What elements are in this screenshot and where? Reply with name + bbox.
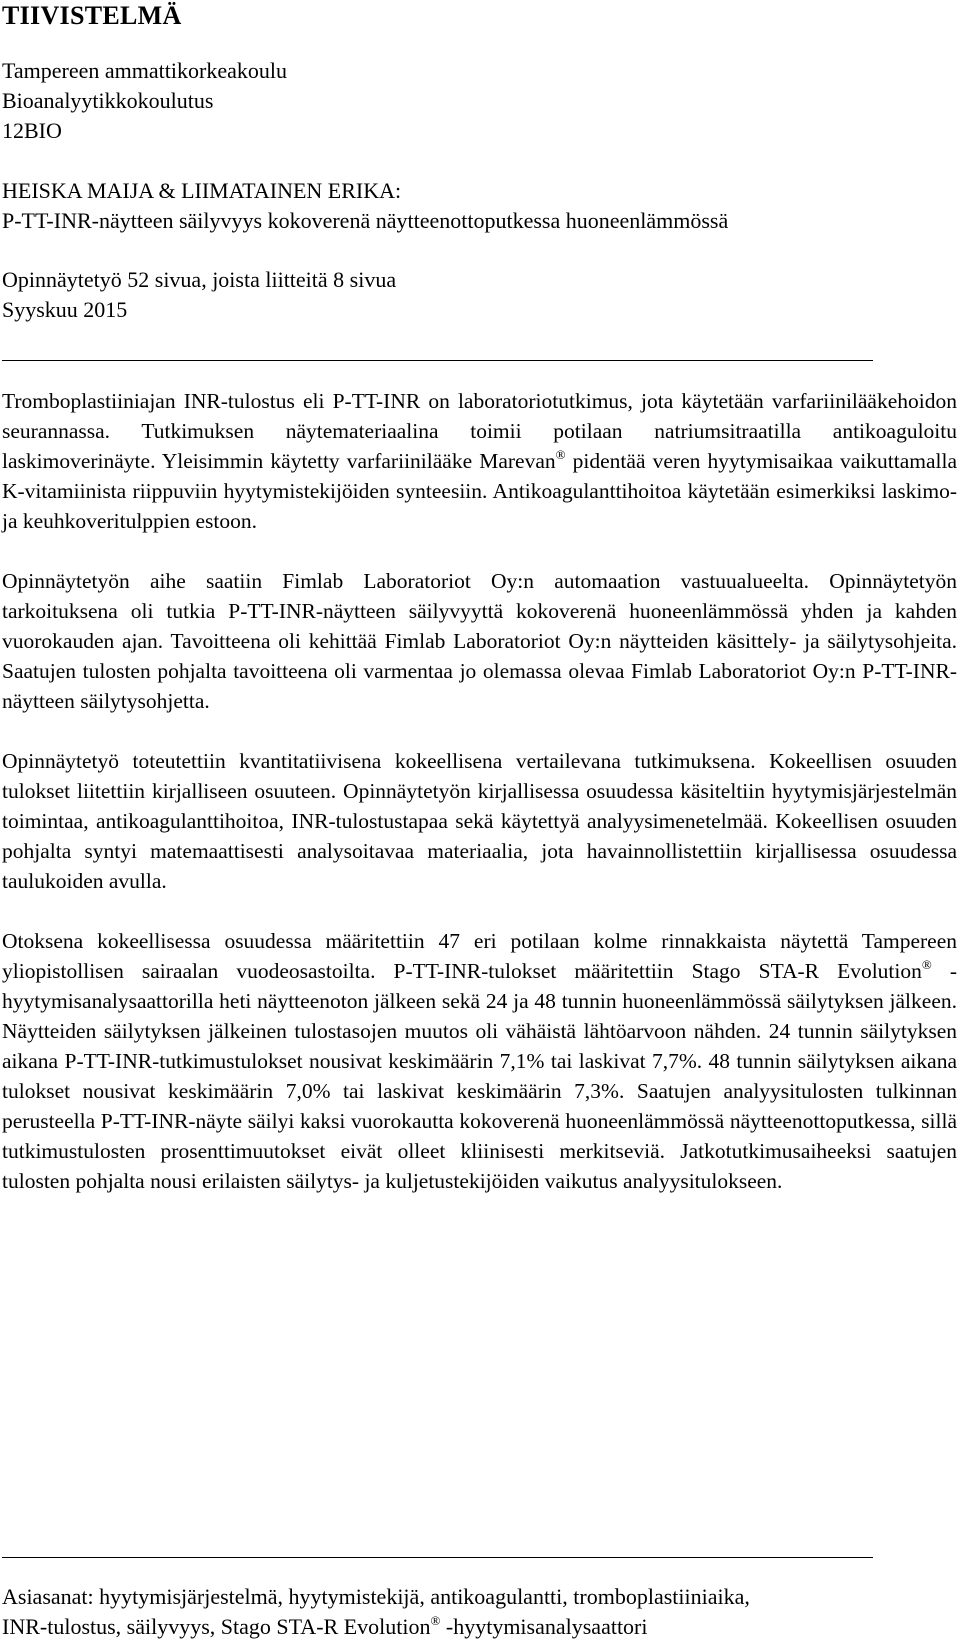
institution-block (2, 56, 287, 146)
group-code: 12BIO (2, 118, 62, 143)
school-name: Tampereen ammattikorkeakoulu (2, 58, 287, 83)
keywords-block (2, 1582, 750, 1642)
abstract-body (2, 386, 957, 1196)
thesis-authors: HEISKA MAIJA & LIIMATAINEN ERIKA: (2, 178, 402, 203)
registered-mark: ® (555, 447, 566, 462)
thesis-info-block (2, 176, 728, 236)
keywords-line-1: Asiasanat: hyytymisjärjestelmä, hyytymistekijä, antikoagulantti, tromboplastiiniaika, (2, 1584, 750, 1609)
top-divider (2, 360, 873, 361)
keywords-line-2: INR-tulostus, säilyvyys, Stago STA-R Evolution® -hyytymisanalysaattori (2, 1613, 648, 1639)
thesis-title: P-TT-INR-näytteen säilyvyys kokoverenä näytteenottoputkessa huoneenlämmössä (2, 208, 729, 233)
abstract-paragraph-1: Tromboplastiiniajan INR-tulostus eli P-TT-INR on laboratoriotutkimus, jota käytetään varfariinilääkehoidon seurannassa. Tutkimuksen näytemateriaalina toimii potilaan natriumsitraatilla antikoaguloitu laskimoverinäyte. Yleisimmin käytetty varfariinilääke Marevan® pidentää veren hyytymisaikaa vaikuttamalla K-vitamiinista riippuviin hyytymistekijöiden synteesiin. Antikoagulanttihoitoa käytetään esimerkiksi laskimo- ja keuhkoveritulppien estoon. (2, 389, 957, 533)
registered-mark: ® (430, 1613, 441, 1628)
abstract-paragraph-4: Otoksena kokeellisessa osuudessa määritettiin 47 eri potilaan kolme rinnakkaista näytettä Tampereen yliopistollisen sairaalan vuodeosastoilta. P-TT-INR-tulokset määritettiin Stago STA-R Evolution® -hyytymisanalysaattorilla heti näytteenoton jälkeen sekä 24 ja 48 tunnin huoneenlämmössä säilytyksen jälkeen. Näytteiden säilytyksen jälkeinen tulostasojen muutos oli vähäistä lähtöarvoon nähden. 24 tunnin säilytyksen aikana P-TT-INR-tutkimustulokset nousivat keskimäärin 7,1% tai laskivat 7,7%. 48 tunnin säilytyksen aikana tulokset nousivat keskimäärin 7,0% tai laskivat keskimäärin 7,3%. Saatujen analyysitulosten tulkinnan perusteella P-TT-INR-näyte säilyi kaksi vuorokautta kokoverenä huoneenlämmössä näytteenottoputkessa, sillä tutkimustulosten prosenttimuutokset eivät olleet kliinisesti merkitseviä. Jatkotutkimusaiheeksi saatujen tulosten pohjalta nousi erilaisten säilytys- ja kuljetustekijöiden vaikutus analyysitulokseen. (2, 929, 957, 1193)
thesis-pages: Opinnäytetyö 52 sivua, joista liitteitä 8 sivua (2, 267, 397, 292)
bottom-divider (2, 1557, 873, 1558)
abstract-paragraph-2: Opinnäytetyön aihe saatiin Fimlab Laboratoriot Oy:n automaation vastuualueelta. Opinnäytetyön tarkoituksena oli tutkia P-TT-INR-näytteen säilyvyyttä kokoverenä huoneenlämmössä yhden ja kahden vuorokauden ajan. Tavoitteena oli kehittää Fimlab Laboratoriot Oy:n näytteiden käsittely- ja säilytysohjeita. Saatujen tulosten pohjalta tavoitteena oli varmentaa jo olemassa olevaa Fimlab Laboratoriot Oy:n P-TT-INR-näytteen säilytysohjetta. (2, 569, 957, 713)
thesis-date: Syyskuu 2015 (2, 297, 128, 322)
thesis-extent-block (2, 265, 396, 325)
abstract-heading: TIIVISTELMÄ (2, 1, 182, 30)
abstract-paragraph-3: Opinnäytetyö toteutettiin kvantitatiivisena kokeellisena vertailevana tutkimuksena. Kokeellisen osuuden tulokset liitettiin kirjalliseen osuuteen. Opinnäytetyön kirjallisessa osuudessa käsiteltiin hyytymisjärjestelmän toimintaa, antikoagulanttihoitoa, INR-tulostustapaa sekä käytettyä analyysimenetelmää. Kokeellisen osuuden pohjalta syntyi matemaattisesti analysoitavaa materiaalia, jota havainnollistettiin kirjallisessa osuudessa taulukoiden avulla. (2, 749, 957, 893)
programme-name: Bioanalyytikkokoulutus (2, 88, 214, 113)
registered-mark: ® (921, 957, 932, 972)
